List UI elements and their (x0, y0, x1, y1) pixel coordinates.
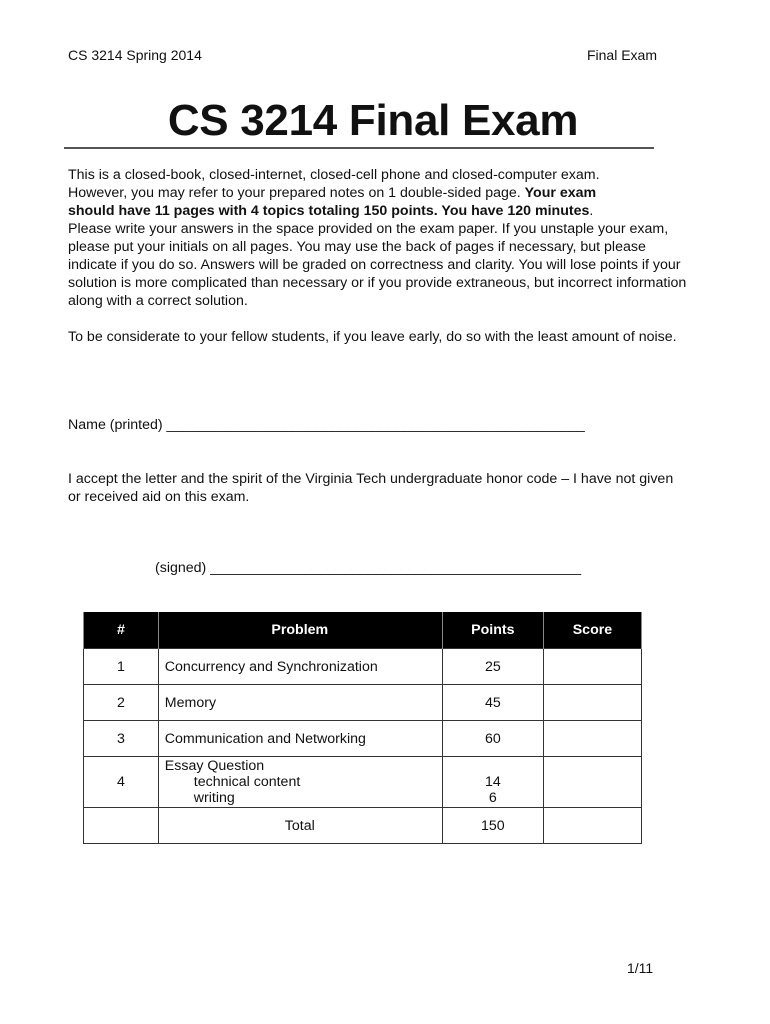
row-points: 25 (442, 649, 543, 685)
total-num-cell (84, 808, 159, 844)
row-points (442, 757, 543, 808)
header-course: CS 3214 Spring 2014 (68, 47, 202, 63)
instructions-line2: However, you may refer to your prepared notes on 1 double-sided page. (68, 185, 525, 201)
table-row-total (84, 808, 642, 844)
essay-title: Essay Question (164, 758, 265, 774)
row-num: 3 (84, 721, 159, 757)
row-problem: Concurrency and Synchronization (158, 649, 442, 685)
instructions-rest: Please write your answers in the space provided on the exam paper. If you unstaple your exam, please put your initials on all pages. You may use the back of pages if necessary, but please indicate if you do so. Answers will be graded on correctness and clarity. You will lose points if your solution is more complicated than necessary or if you provide extraneous, but incorrect information along with a correct solution. (68, 221, 687, 309)
col-header-num: # (84, 612, 159, 649)
row-score-cell[interactable] (543, 721, 641, 757)
row-num: 1 (84, 649, 159, 685)
instructions-paragraph (68, 166, 688, 310)
essay-sub-writing: writing (193, 790, 235, 806)
consideration-paragraph: To be considerate to your fellow students, if you leave early, do so with the least amount of noise. (68, 329, 677, 345)
instructions-bold-2: should have 11 pages with 4 topics totaling 150 points. You have 120 minutes (68, 203, 590, 219)
row-points: 60 (442, 721, 543, 757)
row-problem: Memory (158, 685, 442, 721)
row-points: 45 (442, 685, 543, 721)
essay-sub-writing-points: 6 (488, 790, 497, 806)
table-row-essay (84, 757, 642, 808)
instructions-line1: This is a closed-book, closed-internet, closed-cell phone and closed-computer exam. (68, 167, 600, 183)
row-num: 2 (84, 685, 159, 721)
table-row (84, 721, 642, 757)
total-score-cell[interactable] (543, 808, 641, 844)
header-doc-type: Final Exam (586, 47, 657, 63)
total-label: Total (158, 808, 442, 844)
total-points: 150 (442, 808, 543, 844)
col-header-score: Score (543, 612, 641, 649)
table-header-row (84, 612, 642, 649)
score-table (83, 612, 642, 844)
page-title: CS 3214 Final Exam (167, 96, 579, 145)
table-row (84, 649, 642, 685)
instructions-bold-1: Your exam (524, 185, 597, 201)
row-score-cell[interactable] (543, 685, 641, 721)
row-problem: Communication and Networking (158, 721, 442, 757)
col-header-points: Points (442, 612, 543, 649)
essay-sub-technical-points: 14 (484, 774, 501, 790)
title-rule (64, 147, 654, 149)
table-row (84, 685, 642, 721)
row-score-cell[interactable] (543, 757, 641, 808)
name-field[interactable]: Name (printed) _____________________________________________________ (68, 417, 585, 433)
col-header-problem: Problem (158, 612, 442, 649)
instructions-period: . (589, 203, 594, 219)
essay-sub-technical: technical content (193, 774, 301, 790)
signature-field[interactable]: (signed) _______________________________________________ (155, 560, 582, 576)
page-number: 1/11 (627, 960, 654, 976)
row-num: 4 (84, 757, 159, 808)
row-score-cell[interactable] (543, 649, 641, 685)
honor-code-statement: I accept the letter and the spirit of the Virginia Tech undergraduate honor code – I have not given or received aid on this exam. (68, 471, 674, 505)
row-problem (158, 757, 442, 808)
